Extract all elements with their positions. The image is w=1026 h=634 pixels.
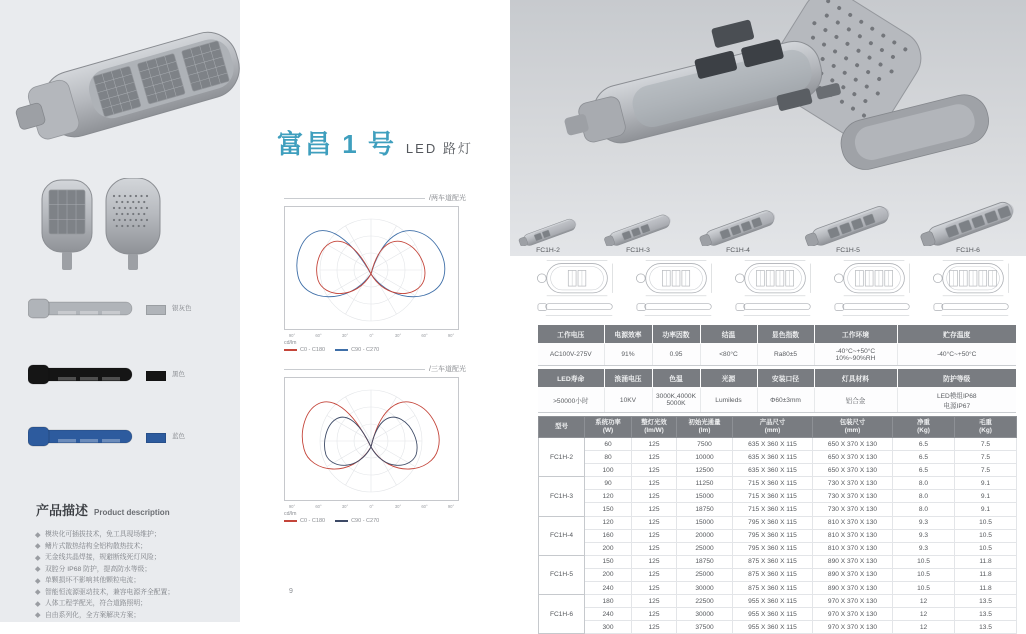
color-swatch [146, 433, 166, 443]
table-cell: 795 X 360 X 115 [733, 542, 813, 555]
model-cell: FC1H-5 [539, 555, 585, 594]
chart-caption-label: /两车道配光 [429, 195, 466, 202]
table-cell: 120 [585, 516, 632, 529]
color-variant-blue [28, 420, 233, 460]
dimension-drawing-cell [831, 258, 921, 325]
table-header-cell: 型号 [539, 417, 585, 438]
svg-text:0°: 0° [369, 333, 374, 338]
hero-product-image [14, 2, 266, 174]
front-back-views [36, 178, 168, 279]
table-header-cell: 包装尺寸 (mm) [813, 417, 893, 438]
spec-table-1 [538, 325, 1016, 366]
table-cell: 9.1 [955, 490, 1017, 503]
table-row [539, 595, 1017, 608]
model-name-label: FC1H-4 [726, 247, 750, 254]
spec-table-2 [538, 369, 1016, 413]
chart-unit-label: cd/lm [284, 340, 297, 346]
table-row [539, 516, 1017, 529]
table-cell: 6.5 [893, 464, 955, 477]
table-cell: 955 X 360 X 115 [733, 621, 813, 634]
table-cell: 125 [632, 608, 677, 621]
table-cell: 795 X 360 X 115 [733, 516, 813, 529]
table-cell: 10.5 [955, 542, 1017, 555]
model-spec-table [538, 416, 1017, 634]
description-bullet: 单颗损坏不影响其他颗粒电流； [36, 575, 221, 587]
spec-value-cell: Lumileds [700, 388, 757, 413]
spec-header-cell: 显色指数 [757, 325, 814, 344]
table-cell: 890 X 370 X 130 [813, 568, 893, 581]
color-variant-silver [28, 292, 233, 332]
svg-text:60°: 60° [315, 333, 322, 338]
exploded-view-image [518, 0, 1018, 190]
spec-header-cell: 安装口径 [757, 369, 814, 388]
right-photo-band [510, 0, 1026, 256]
table-cell: 8.0 [893, 477, 955, 490]
table-row [539, 529, 1017, 542]
description-bullet: 智能恒流源驱动技术，兼容电源齐全配置； [36, 587, 221, 599]
spec-value-cell: <80°C [700, 344, 757, 366]
svg-text:30°: 30° [341, 504, 349, 509]
table-cell: 7500 [677, 438, 733, 451]
model-name-label: FC1H-2 [536, 247, 560, 254]
table-cell: 11250 [677, 477, 733, 490]
model-product-image [801, 199, 895, 246]
dimension-drawing [633, 258, 723, 320]
table-cell: 8.0 [893, 503, 955, 516]
front-view-image [36, 178, 168, 274]
table-cell: 970 X 370 X 130 [813, 595, 893, 608]
table-cell: 7.5 [955, 451, 1017, 464]
table-cell: 650 X 370 X 130 [813, 464, 893, 477]
table-cell: 30000 [677, 582, 733, 595]
table-cell: 200 [585, 568, 632, 581]
legend-label: C0 - C180 [300, 347, 326, 353]
table-row [539, 608, 1017, 621]
table-cell: 80 [585, 451, 632, 464]
spec-header-cell: 电源效率 [604, 325, 652, 344]
dimension-drawing-cell [534, 258, 624, 325]
table-cell: 9.1 [955, 477, 1017, 490]
center-panel [240, 0, 510, 622]
model-cell: FC1H-4 [539, 516, 585, 555]
dimension-drawing [831, 258, 921, 320]
table-cell: 20000 [677, 529, 733, 542]
table-row [539, 503, 1017, 516]
table-cell: 635 X 360 X 115 [733, 438, 813, 451]
legend-line-c90-c270 [335, 349, 348, 351]
svg-text:30°: 30° [394, 333, 402, 338]
table-header-cell: 净重 (Kg) [893, 417, 955, 438]
table-cell: 125 [632, 568, 677, 581]
table-row [539, 621, 1017, 634]
table-cell: 120 [585, 490, 632, 503]
table-cell: 955 X 360 X 115 [733, 595, 813, 608]
table-cell: 715 X 360 X 115 [733, 490, 813, 503]
table-cell: 18750 [677, 503, 733, 516]
table-cell: 125 [632, 477, 677, 490]
table-cell: 200 [585, 542, 632, 555]
table-cell: 7.5 [955, 438, 1017, 451]
table-cell: 12 [893, 608, 955, 621]
polar-chart-image [284, 377, 459, 510]
variant-lamp-black-image [28, 358, 138, 392]
table-cell: 10.5 [893, 555, 955, 568]
model-item [516, 214, 580, 254]
table-cell: 13.5 [955, 595, 1017, 608]
table-cell: 730 X 370 X 130 [813, 477, 893, 490]
table-cell: 12 [893, 621, 955, 634]
spec-value-cell: AC100V-275V [538, 344, 604, 366]
right-panel [510, 0, 1026, 631]
svg-text:0°: 0° [369, 504, 374, 509]
table-cell: 160 [585, 529, 632, 542]
dimension-drawing [930, 258, 1020, 320]
table-cell: 125 [632, 595, 677, 608]
product-description [36, 500, 221, 621]
table-cell: 10.5 [955, 516, 1017, 529]
variant-lamp-blue-image [28, 420, 138, 454]
table-cell: 11.8 [955, 555, 1017, 568]
color-swatch-label: 黑色 [172, 371, 185, 378]
svg-text:30°: 30° [394, 504, 402, 509]
product-title: 富昌 1 号 [277, 129, 396, 159]
legend-line-c0-c180 [284, 349, 297, 351]
table-header-cell: 系统功率 (W) [585, 417, 632, 438]
table-cell: 150 [585, 503, 632, 516]
dimension-drawing-cell [930, 258, 1020, 325]
model-cell: FC1H-2 [539, 438, 585, 477]
svg-text:90°: 90° [447, 504, 455, 509]
color-swatch-label: 蓝色 [172, 433, 185, 440]
table-cell: 15000 [677, 516, 733, 529]
spec-value-cell: Ra80±5 [757, 344, 814, 366]
table-cell: 810 X 370 X 130 [813, 529, 893, 542]
spec-value-cell: -40°C~+50°C 10%~90%RH [814, 344, 897, 366]
spec-header-cell: 工作电压 [538, 325, 604, 344]
table-header-cell: 初始光通量 (lm) [677, 417, 733, 438]
table-cell: 810 X 370 X 130 [813, 516, 893, 529]
table-cell: 25000 [677, 542, 733, 555]
dimension-drawings-row [534, 258, 1020, 325]
model-cell: FC1H-6 [539, 595, 585, 634]
table-cell: 650 X 370 X 130 [813, 451, 893, 464]
color-swatch [146, 305, 166, 315]
table-cell: 7.5 [955, 464, 1017, 477]
table-row [539, 582, 1017, 595]
svg-text:90°: 90° [447, 333, 455, 338]
table-row [539, 451, 1017, 464]
description-heading-zh: 产品描述 [36, 503, 89, 518]
spec-value-cell: 10KV [604, 388, 652, 413]
spec-header-cell: 灯具材料 [814, 369, 897, 388]
table-header-cell: 整灯光效 (lm/W) [632, 417, 677, 438]
table-header-cell: 产品尺寸 (mm) [733, 417, 813, 438]
back-view-image [106, 178, 160, 270]
model-name-label: FC1H-3 [626, 247, 650, 254]
page-title [277, 124, 473, 161]
svg-text:90°: 90° [288, 504, 296, 509]
dimension-drawing [534, 258, 624, 320]
product-subtitle: LED 路灯 [405, 141, 473, 156]
table-cell: 635 X 360 X 115 [733, 464, 813, 477]
color-variant-black [28, 358, 233, 398]
table-cell: 890 X 370 X 130 [813, 582, 893, 595]
table-cell: 12500 [677, 464, 733, 477]
svg-text:90°: 90° [288, 333, 296, 338]
legend-label: C90 - C270 [351, 518, 380, 524]
table-cell: 37500 [677, 621, 733, 634]
spec-header-cell: 功率因数 [652, 325, 700, 344]
table-cell: 715 X 360 X 115 [733, 503, 813, 516]
variant-lamp-silver-image [28, 292, 138, 326]
dimension-drawing-cell [732, 258, 822, 325]
model-item [696, 204, 780, 254]
spec-header-cell: 色温 [652, 369, 700, 388]
description-heading-en: Product description [94, 508, 170, 517]
chart-caption-label: /三车道配光 [429, 366, 466, 373]
spec-header-cell: 防护等级 [897, 369, 1016, 388]
spec-value-cell: 91% [604, 344, 652, 366]
table-cell: 730 X 370 X 130 [813, 503, 893, 516]
table-cell: 60 [585, 438, 632, 451]
spec-value-cell: 铝合金 [814, 388, 897, 413]
table-cell: 30000 [677, 608, 733, 621]
chart-unit-label: cd/lm [284, 511, 297, 517]
table-cell: 125 [632, 555, 677, 568]
spec-value-cell: LED模组IP68 电源IP67 [897, 388, 1016, 413]
table-cell: 125 [632, 621, 677, 634]
description-bullet: 鳍片式散热结构全铝构散热技术； [36, 541, 221, 553]
table-cell: 810 X 370 X 130 [813, 542, 893, 555]
photometric-chart-two-lane [284, 192, 466, 353]
table-cell: 875 X 360 X 115 [733, 568, 813, 581]
table-cell: 9.3 [893, 529, 955, 542]
table-cell: 240 [585, 608, 632, 621]
model-item [601, 209, 675, 254]
color-swatch-label: 银灰色 [172, 305, 192, 312]
table-cell: 10.5 [955, 529, 1017, 542]
spec-value-cell: Φ60±3mm [757, 388, 814, 413]
table-cell: 100 [585, 464, 632, 477]
table-cell: 730 X 370 X 130 [813, 490, 893, 503]
page-number: 9 [289, 588, 293, 595]
table-row [539, 490, 1017, 503]
models-row [516, 190, 1020, 254]
table-header-cell: 毛重 (Kg) [955, 417, 1017, 438]
table-cell: 125 [632, 451, 677, 464]
table-cell: 635 X 360 X 115 [733, 451, 813, 464]
table-cell: 10000 [677, 451, 733, 464]
table-cell: 970 X 370 X 130 [813, 608, 893, 621]
table-row [539, 568, 1017, 581]
spec-value-cell: 0.95 [652, 344, 700, 366]
spec-header-cell: 贮存温度 [897, 325, 1016, 344]
table-cell: 6.5 [893, 451, 955, 464]
model-item [801, 199, 895, 254]
table-cell: 125 [632, 516, 677, 529]
table-cell: 18750 [677, 555, 733, 568]
description-bullet: 双腔分 IP68 防护，提高防水等级； [36, 564, 221, 576]
table-cell: 13.5 [955, 621, 1017, 634]
table-cell: 13.5 [955, 608, 1017, 621]
table-cell: 25000 [677, 568, 733, 581]
svg-text:60°: 60° [421, 504, 428, 509]
table-row [539, 438, 1017, 451]
table-cell: 9.3 [893, 516, 955, 529]
table-cell: 11.8 [955, 568, 1017, 581]
table-cell: 9.1 [955, 503, 1017, 516]
spec-value-cell: -40°C~+50°C [897, 344, 1016, 366]
table-cell: 650 X 370 X 130 [813, 438, 893, 451]
description-bullet: 无金线共晶焊接，规避断线死灯风险； [36, 552, 221, 564]
legend-line-c90-c270 [335, 520, 348, 522]
legend-label: C0 - C180 [300, 518, 326, 524]
spec-value-cell: >50000小时 [538, 388, 604, 413]
table-cell: 715 X 360 X 115 [733, 477, 813, 490]
table-cell: 180 [585, 595, 632, 608]
table-cell: 9.3 [893, 542, 955, 555]
description-list [36, 529, 221, 621]
spec-header-cell: 光源 [700, 369, 757, 388]
table-cell: 795 X 360 X 115 [733, 529, 813, 542]
table-cell: 300 [585, 621, 632, 634]
table-cell: 150 [585, 555, 632, 568]
table-row [539, 477, 1017, 490]
caption-rule [284, 198, 425, 199]
svg-text:60°: 60° [421, 333, 428, 338]
table-cell: 12 [893, 595, 955, 608]
table-cell: 11.8 [955, 582, 1017, 595]
table-cell: 15000 [677, 490, 733, 503]
model-product-image [601, 209, 675, 246]
polar-chart-image [284, 206, 459, 339]
spec-header-cell: 结温 [700, 325, 757, 344]
svg-text:60°: 60° [315, 504, 322, 509]
chart-legend [284, 340, 466, 353]
table-cell: 890 X 370 X 130 [813, 555, 893, 568]
spec-header-cell: 浪涌电压 [604, 369, 652, 388]
dimension-drawing [732, 258, 822, 320]
model-product-image [916, 194, 1020, 246]
table-cell: 955 X 360 X 115 [733, 608, 813, 621]
model-item [916, 194, 1020, 254]
table-cell: 90 [585, 477, 632, 490]
spec-header-cell: LED寿命 [538, 369, 604, 388]
table-cell: 125 [632, 503, 677, 516]
description-bullet: 人体工程学配光，符合道路照明； [36, 598, 221, 610]
table-cell: 10.5 [893, 568, 955, 581]
table-cell: 970 X 370 X 130 [813, 621, 893, 634]
description-bullet: 自由系列化，全方案解决方案； [36, 610, 221, 622]
table-cell: 125 [632, 464, 677, 477]
table-cell: 875 X 360 X 115 [733, 582, 813, 595]
model-cell: FC1H-3 [539, 477, 585, 516]
table-cell: 22500 [677, 595, 733, 608]
model-product-image [696, 204, 780, 246]
table-cell: 125 [632, 438, 677, 451]
model-product-image [516, 214, 580, 246]
spec-header-cell: 工作环境 [814, 325, 897, 344]
caption-rule [284, 369, 425, 370]
table-row [539, 542, 1017, 555]
table-cell: 10.5 [893, 582, 955, 595]
spec-value-cell: 3000K,4000K 5000K [652, 388, 700, 413]
table-cell: 125 [632, 490, 677, 503]
legend-line-c0-c180 [284, 520, 297, 522]
legend-label: C90 - C270 [351, 347, 380, 353]
table-cell: 8.0 [893, 490, 955, 503]
table-cell: 6.5 [893, 438, 955, 451]
model-name-label: FC1H-5 [836, 247, 860, 254]
svg-text:30°: 30° [341, 333, 349, 338]
table-cell: 240 [585, 582, 632, 595]
description-bullet: 模块化可插拔技术，免工具现场维护； [36, 529, 221, 541]
color-swatch [146, 371, 166, 381]
model-name-label: FC1H-6 [956, 247, 980, 254]
table-cell: 875 X 360 X 115 [733, 555, 813, 568]
chart-legend [284, 511, 466, 524]
table-row [539, 555, 1017, 568]
table-cell: 125 [632, 582, 677, 595]
table-row [539, 464, 1017, 477]
photometric-chart-three-lane [284, 363, 466, 524]
table-cell: 125 [632, 529, 677, 542]
dimension-drawing-cell [633, 258, 723, 325]
table-cell: 125 [632, 542, 677, 555]
